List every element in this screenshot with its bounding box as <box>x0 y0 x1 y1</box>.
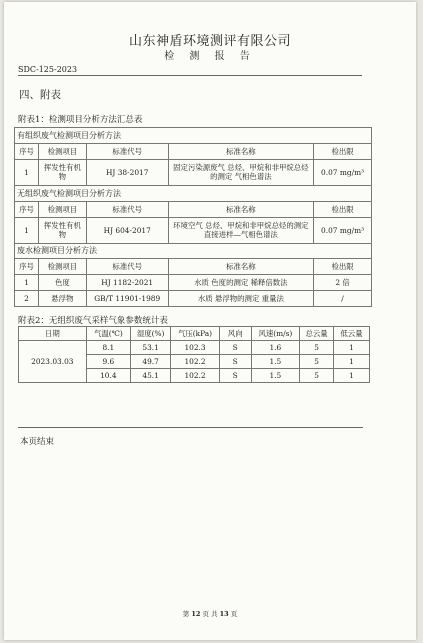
cell: HJ 38-2017 <box>86 159 168 185</box>
end-divider <box>18 427 363 428</box>
cell: 1 <box>334 369 370 383</box>
footer-suffix: 页 <box>230 610 238 618</box>
cell: 102.2 <box>171 355 220 369</box>
analysis-methods-table <box>14 127 372 307</box>
cell: HJ 604-2017 <box>86 217 168 243</box>
column-header: 检测项目 <box>38 259 86 275</box>
cell: 0.07 mg/m³ <box>314 159 372 185</box>
cell: 1 <box>334 341 370 355</box>
column-header-row <box>15 143 372 159</box>
cell: 1 <box>334 355 370 369</box>
cell: 10.4 <box>86 369 130 383</box>
cell: 挥发性有机物 <box>38 159 86 185</box>
cell: S <box>219 369 251 383</box>
table-row <box>15 217 372 243</box>
column-header: 检测项目 <box>38 201 86 217</box>
cell: 色度 <box>38 275 86 291</box>
group-header-row <box>15 185 372 201</box>
group-header-row <box>15 128 372 144</box>
column-header: 标准名称 <box>168 201 314 217</box>
report-subtitle: 检 测 报 告 <box>164 51 256 62</box>
cell: 0.07 mg/m³ <box>314 217 372 243</box>
column-header: 标准代号 <box>86 201 168 217</box>
table-row <box>19 341 370 355</box>
cell: 53.1 <box>131 341 171 355</box>
report-page <box>4 2 416 640</box>
cell: 1 <box>15 217 39 243</box>
header-divider <box>18 75 362 76</box>
page-number: 12 <box>191 610 201 618</box>
document-number: SDC-125-2023 <box>18 65 78 74</box>
column-header: 序号 <box>15 259 39 275</box>
cell: 2 <box>15 291 39 307</box>
column-header: 序号 <box>15 201 39 217</box>
cell: 2 倍 <box>314 275 372 291</box>
group-title: 废水检测项目分析方法 <box>15 243 372 259</box>
column-header: 标准代号 <box>86 143 168 159</box>
table-row <box>15 291 372 307</box>
cell: 1.5 <box>251 369 300 383</box>
cell: 1.5 <box>251 355 300 369</box>
column-header: 标准代号 <box>86 259 168 275</box>
cell: 水质 悬浮物的测定 重量法 <box>168 291 314 307</box>
date-cell: 2023.03.03 <box>19 341 87 383</box>
column-header: 气温(℃) <box>86 327 130 341</box>
table2-caption: 附表2：无组织废气采样气象参数统计表 <box>18 316 168 326</box>
column-header: 检出限 <box>314 259 372 275</box>
cell: 水质 色度的测定 稀释倍数法 <box>168 275 314 291</box>
table1-caption: 附表1：检测项目分析方法汇总表 <box>18 115 143 125</box>
cell: 5 <box>300 369 334 383</box>
column-header: 风向 <box>219 327 251 341</box>
footer-prefix: 第 <box>182 610 190 618</box>
cell: 1 <box>15 159 39 185</box>
page-end-note: 本页结束 <box>20 437 55 447</box>
column-header: 湿度(%) <box>131 327 171 341</box>
column-header-row <box>15 201 372 217</box>
cell: 环境空气 总烃、甲烷和非甲烷总烃的测定 直接进样—气相色谱法 <box>168 217 314 243</box>
cell: 45.1 <box>131 369 171 383</box>
cell: S <box>219 355 251 369</box>
cell: 8.1 <box>86 341 130 355</box>
column-header: 检出限 <box>314 201 372 217</box>
cell: 102.3 <box>171 341 220 355</box>
table-row <box>15 275 372 291</box>
table-row <box>15 159 372 185</box>
group-title: 无组织废气检测项目分析方法 <box>15 185 372 201</box>
column-header: 检出限 <box>314 143 372 159</box>
column-header: 标准名称 <box>168 259 314 275</box>
cell: 挥发性有机物 <box>38 217 86 243</box>
column-header: 总云量 <box>300 327 334 341</box>
column-header-row <box>15 259 372 275</box>
page-footer <box>4 609 416 618</box>
cell: 1 <box>15 275 39 291</box>
cell: 5 <box>300 355 334 369</box>
column-header: 气压(kPa) <box>171 327 220 341</box>
column-header: 风速(m/s) <box>251 327 300 341</box>
cell: 1.6 <box>251 341 300 355</box>
section-title: 四、附表 <box>19 89 61 101</box>
cell: HJ 1182-2021 <box>86 275 168 291</box>
column-header: 序号 <box>15 143 39 159</box>
cell: 9.6 <box>86 355 130 369</box>
cell: 悬浮物 <box>38 291 86 307</box>
group-header-row <box>15 243 372 259</box>
cell: / <box>314 291 372 307</box>
footer-middle: 页 共 <box>202 610 218 618</box>
column-header: 低云量 <box>334 327 370 341</box>
column-header: 日期 <box>19 327 87 341</box>
cell: 49.7 <box>131 355 171 369</box>
weather-parameters-table <box>18 326 370 383</box>
company-name: 山东神盾环境测评有限公司 <box>128 34 291 49</box>
cell: S <box>219 341 251 355</box>
cell: GB/T 11901-1989 <box>86 291 168 307</box>
column-header: 检测项目 <box>38 143 86 159</box>
cell: 固定污染源废气 总烃、甲烷和非甲烷总烃的测定 气相色谱法 <box>168 159 314 185</box>
cell: 5 <box>300 341 334 355</box>
total-pages: 13 <box>219 610 229 618</box>
cell: 102.2 <box>171 369 220 383</box>
group-title: 有组织废气检测项目分析方法 <box>15 128 372 144</box>
column-header-row <box>19 327 370 341</box>
column-header: 标准名称 <box>168 143 314 159</box>
